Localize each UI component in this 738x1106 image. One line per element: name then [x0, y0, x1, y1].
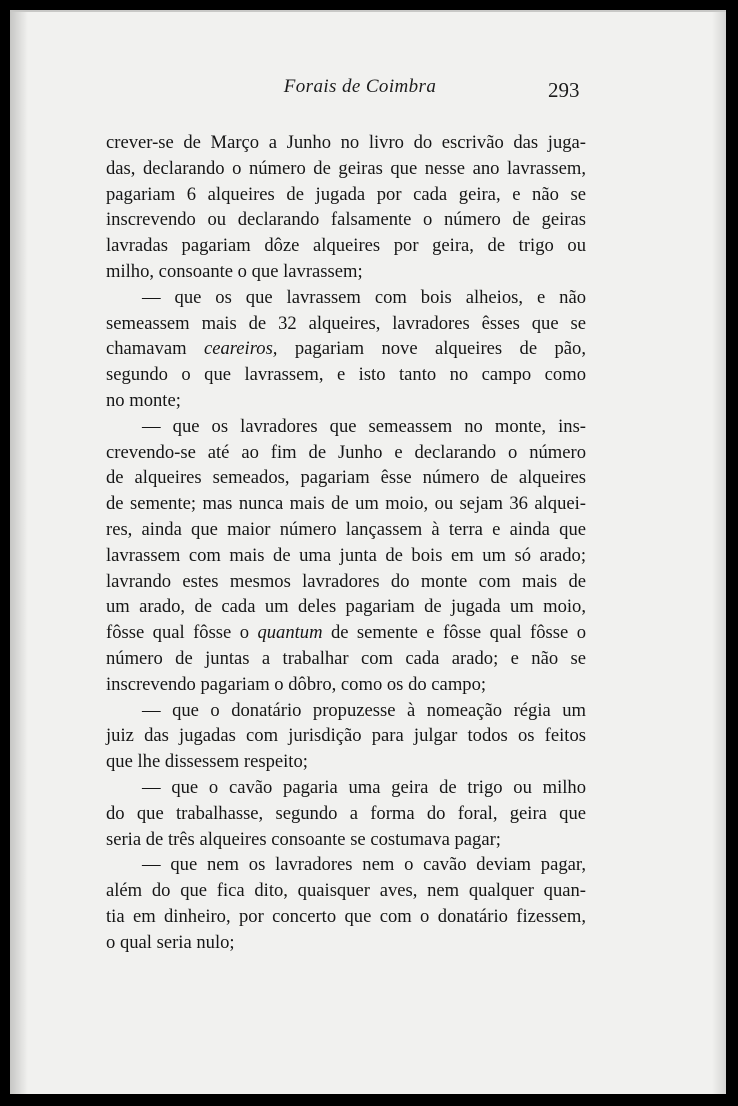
paragraph-start-line: — que os lavradores que semeassem no monte, ins- [142, 415, 586, 437]
paragraph-end-line: no monte; [106, 389, 181, 411]
italic-term: quantum [257, 622, 323, 644]
paragraph-end-line: o qual seria nulo; [106, 931, 235, 953]
paragraph-start-line: — que nem os lavradores nem o cavão deviam pagar, [142, 854, 586, 876]
paragraph-start-line: — que o donatário propuzesse à nomeação régia um [142, 699, 586, 721]
running-title: Forais de Coimbra [283, 76, 437, 97]
paragraph-start-line: — que os que lavrassem com bois alheios, e não [142, 286, 586, 308]
italic-term: ceareiros, [203, 338, 278, 360]
page-shadow-right [712, 12, 726, 1094]
text-line: fôsse qual fôsse o quantum de semente e fôsse qual fôsse o [106, 622, 586, 644]
paragraph-end-line: milho, consoante o que lavrassem; [106, 260, 363, 282]
text-line: do que trabalhasse, segundo a forma do foral, geira que [106, 802, 586, 824]
text-line: lavrando estes mesmos lavradores do monte com mais de [106, 570, 586, 592]
text-line: um arado, de cada um deles pagariam de jugada um moio, [106, 596, 586, 618]
text-line: das, declarando o número de geiras que nesse ano lavrassem, [106, 157, 586, 179]
text-line: de alqueires semeados, pagariam êsse número de alqueires [106, 467, 586, 489]
body-text [106, 130, 586, 956]
text-line: chamavam ceareiros, pagariam nove alqueires de pão, [106, 338, 586, 360]
paragraph-start-line: — que o cavão pagaria uma geira de trigo ou milho [142, 776, 586, 798]
text-line: crever-se de Março a Junho no livro do escrivão das juga- [106, 132, 586, 153]
text-line: res, ainda que maior número lançassem à terra e ainda que [106, 518, 586, 540]
running-header [10, 76, 726, 106]
text-line: de semente; mas nunca mais de um moio, ou sejam 36 alquei- [106, 493, 586, 515]
paragraph-end-line: inscrevendo pagariam o dôbro, como os do campo; [106, 673, 487, 695]
text-line: juiz das jugadas com jurisdição para julgar todos os feitos [106, 725, 586, 747]
book-page [10, 10, 726, 1094]
text-line: segundo o que lavrassem, e isto tanto no campo como [106, 364, 586, 386]
text-line: número de juntas a trabalhar com cada arado; e não se [106, 647, 586, 669]
text-line: além do que fica dito, quaisquer aves, nem qualquer quan- [106, 880, 586, 902]
text-line: lavrassem com mais de uma junta de bois em um só arado; [106, 544, 586, 566]
text-line: tia em dinheiro, por concerto que com o donatário fizessem, [106, 905, 586, 927]
text-line: inscrevendo ou declarando falsamente o número de geiras [106, 209, 586, 231]
paragraph-end-line: seria de três alqueires consoante se costumava pagar; [106, 828, 501, 850]
text-line: lavradas pagariam dôze alqueires por geira, de trigo ou [106, 235, 586, 257]
paragraph-end-line: que lhe dissessem respeito; [106, 751, 308, 773]
page-shadow-left [10, 12, 28, 1094]
text-line: semeassem mais de 32 alqueires, lavradores êsses que se [106, 312, 586, 334]
page-number: 293 [548, 78, 580, 102]
text-line: crevendo-se até ao fim de Junho e declarando o número [106, 441, 586, 463]
text-line: pagariam 6 alqueires de jugada por cada geira, e não se [106, 183, 586, 205]
